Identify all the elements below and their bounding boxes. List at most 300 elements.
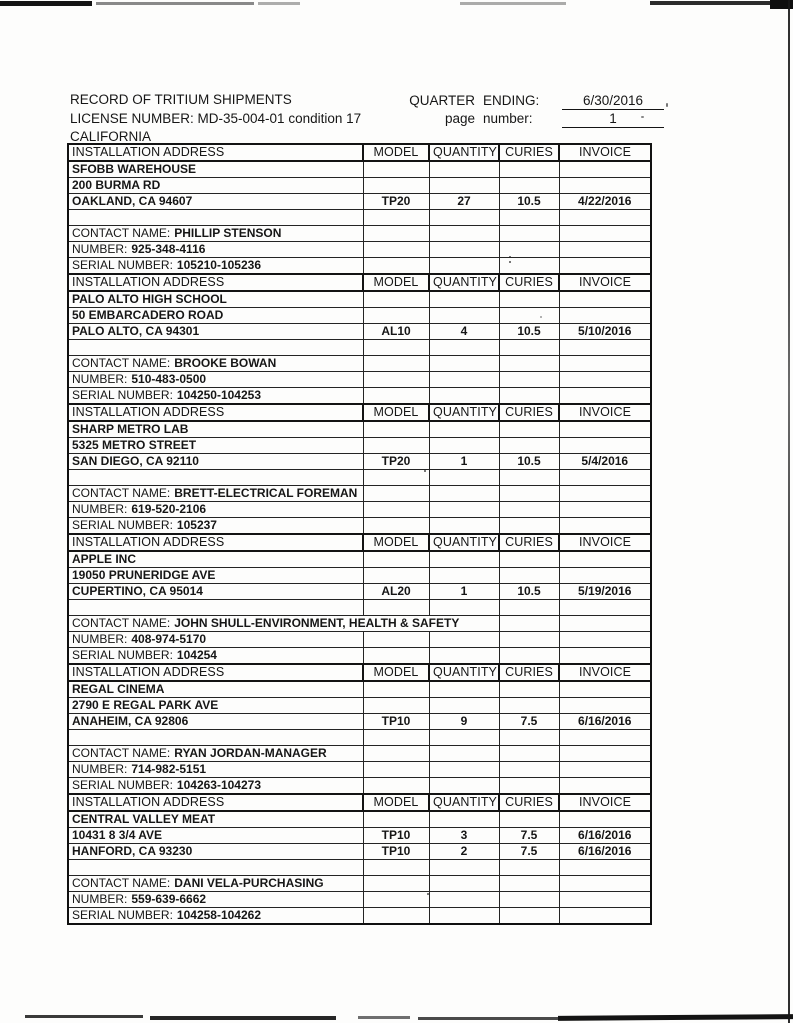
- empty-cell: [429, 746, 499, 762]
- quantity-cell: 27: [429, 194, 499, 210]
- model-cell: [363, 811, 429, 828]
- column-header-invoice: INVOICE: [559, 534, 651, 551]
- contact-number: [68, 632, 363, 648]
- empty-cell: [429, 486, 499, 502]
- quarter-ending-label-word2: ENDING:: [483, 93, 540, 108]
- contact-number-label: NUMBER:: [72, 632, 128, 646]
- quantity-cell: [429, 568, 499, 584]
- empty-cell: [363, 632, 429, 648]
- scan-artifact-top: [460, 2, 566, 5]
- empty-cell: [499, 356, 559, 372]
- serial-number-label: SERIAL NUMBER:: [72, 648, 173, 662]
- column-header-curies: CURIES: [499, 664, 559, 681]
- column-header-invoice: INVOICE: [559, 274, 651, 291]
- contact-name-row: [68, 226, 651, 242]
- invoice-cell: [559, 698, 651, 714]
- empty-cell: [429, 388, 499, 405]
- contact-number-label: NUMBER:: [72, 762, 128, 776]
- empty-cell: [559, 730, 651, 746]
- empty-cell: [429, 762, 499, 778]
- model-cell: TP10: [363, 714, 429, 730]
- table-header-row: [68, 144, 651, 161]
- empty-cell: [559, 258, 651, 275]
- column-header-invoice: INVOICE: [559, 144, 651, 161]
- table-header-row: [68, 274, 651, 291]
- empty-cell: [499, 210, 559, 226]
- empty-cell: [429, 518, 499, 535]
- curies-cell: 10.5: [499, 584, 559, 600]
- contact-number: [68, 242, 363, 258]
- address-cell: SAN DIEGO, CA 92110: [68, 454, 363, 470]
- empty-cell: [363, 600, 429, 616]
- model-cell: [363, 308, 429, 324]
- model-cell: [363, 438, 429, 454]
- empty-cell: [363, 258, 429, 275]
- column-header-installation-address: INSTALLATION ADDRESS: [68, 794, 363, 811]
- invoice-cell: [559, 178, 651, 194]
- contact-name-label: CONTACT NAME:: [72, 746, 171, 760]
- address-row: [68, 584, 651, 600]
- empty-cell: [429, 372, 499, 388]
- column-header-invoice: INVOICE: [559, 404, 651, 421]
- empty-cell: [499, 876, 559, 892]
- column-header-invoice: INVOICE: [559, 664, 651, 681]
- contact-name-label: CONTACT NAME:: [72, 486, 171, 500]
- invoice-cell: [559, 161, 651, 178]
- contact-name: [68, 486, 363, 502]
- address-row: [68, 291, 651, 308]
- model-cell: [363, 568, 429, 584]
- quantity-cell: 1: [429, 454, 499, 470]
- curies-cell: [499, 291, 559, 308]
- empty-cell: [363, 356, 429, 372]
- empty-cell: [363, 908, 429, 925]
- curies-cell: [499, 681, 559, 698]
- spacer-row: [68, 860, 651, 876]
- column-header-curies: CURIES: [499, 404, 559, 421]
- contact-name: [68, 616, 499, 632]
- empty-cell: [363, 470, 429, 486]
- contact-number-value: 559-639-6662: [131, 892, 207, 906]
- address-row: [68, 844, 651, 860]
- address-row: [68, 551, 651, 568]
- contact-number-row: [68, 632, 651, 648]
- column-header-model: MODEL: [363, 794, 429, 811]
- address-cell: 5325 METRO STREET: [68, 438, 363, 454]
- address-cell: 10431 8 3/4 AVE: [68, 828, 363, 844]
- empty-cell: [363, 648, 429, 665]
- empty-cell: [499, 892, 559, 908]
- empty-cell: [363, 486, 429, 502]
- empty-cell: [499, 648, 559, 665]
- empty-cell: [429, 502, 499, 518]
- address-row: [68, 828, 651, 844]
- scan-artifact-top: [258, 2, 300, 5]
- model-cell: [363, 681, 429, 698]
- empty-cell: [559, 648, 651, 665]
- empty-cell: [499, 372, 559, 388]
- table-header-row: [68, 534, 651, 551]
- spacer-row: [68, 340, 651, 356]
- serial-number-row: [68, 648, 651, 665]
- empty-cell: [559, 340, 651, 356]
- column-header-quantity: QUANTITY: [429, 534, 499, 551]
- empty-cell: [429, 356, 499, 372]
- serial-number-label: SERIAL NUMBER:: [72, 778, 173, 792]
- serial-number-value: 105237: [176, 518, 217, 532]
- scan-artifact-top: [770, 0, 793, 9]
- empty-cell: [499, 470, 559, 486]
- contact-number-value: 619-520-2106: [131, 502, 207, 516]
- column-header-curies: CURIES: [499, 274, 559, 291]
- empty-cell: [499, 762, 559, 778]
- column-header-quantity: QUANTITY: [429, 794, 499, 811]
- serial-number: [68, 778, 363, 795]
- quarter-ending-value: 6/30/2016: [562, 93, 664, 110]
- contact-number-row: [68, 892, 651, 908]
- empty-cell: [499, 860, 559, 876]
- contact-name-value: BRETT-ELECTRICAL FOREMAN: [174, 486, 358, 500]
- empty-cell: [499, 340, 559, 356]
- model-cell: [363, 178, 429, 194]
- column-header-quantity: QUANTITY: [429, 404, 499, 421]
- quantity-cell: [429, 178, 499, 194]
- address-cell: PALO ALTO HIGH SCHOOL: [68, 291, 363, 308]
- empty-cell: [363, 892, 429, 908]
- spacer-row: [68, 600, 651, 616]
- contact-name-value: DANI VELA-PURCHASING: [174, 876, 324, 890]
- contact-number-value: 714-982-5151: [131, 762, 207, 776]
- contact-name: [68, 876, 363, 892]
- empty-cell: [559, 860, 651, 876]
- contact-name-row: [68, 356, 651, 372]
- model-cell: [363, 291, 429, 308]
- page-number-label-word1: page: [444, 111, 475, 126]
- column-header-curies: CURIES: [499, 794, 559, 811]
- curies-cell: [499, 698, 559, 714]
- empty-cell: [559, 518, 651, 535]
- curies-cell: [499, 568, 559, 584]
- quantity-cell: [429, 161, 499, 178]
- table-header-row: [68, 664, 651, 681]
- address-cell: PALO ALTO, CA 94301: [68, 324, 363, 340]
- serial-number: [68, 648, 363, 665]
- column-header-model: MODEL: [363, 664, 429, 681]
- serial-number-value: 105210-105236: [176, 258, 262, 272]
- contact-name-value: JOHN SHULL-ENVIRONMENT, HEALTH & SAFETY: [174, 616, 460, 630]
- empty-cell: [429, 226, 499, 242]
- empty-cell: [499, 486, 559, 502]
- column-header-installation-address: INSTALLATION ADDRESS: [68, 144, 363, 161]
- address-cell: OAKLAND, CA 94607: [68, 194, 363, 210]
- empty-cell: [559, 210, 651, 226]
- column-header-quantity: QUANTITY: [429, 664, 499, 681]
- empty-cell: [559, 616, 651, 632]
- contact-number-row: [68, 762, 651, 778]
- empty-cell: [363, 210, 429, 226]
- serial-number-row: [68, 778, 651, 795]
- address-row: [68, 568, 651, 584]
- empty-cell: [499, 746, 559, 762]
- empty-cell: [363, 372, 429, 388]
- empty-cell: [559, 762, 651, 778]
- empty-cell: [559, 470, 651, 486]
- curies-cell: [499, 161, 559, 178]
- serial-number: [68, 388, 363, 405]
- model-cell: AL20: [363, 584, 429, 600]
- invoice-cell: 5/4/2016: [559, 454, 651, 470]
- table-header-row: [68, 794, 651, 811]
- empty-cell: [499, 908, 559, 925]
- contact-name: [68, 746, 363, 762]
- shipments-table: [67, 143, 652, 925]
- empty-cell: [559, 388, 651, 405]
- empty-cell: [363, 388, 429, 405]
- contact-name-value: PHILLIP STENSON: [174, 226, 282, 240]
- column-header-quantity: QUANTITY: [429, 274, 499, 291]
- column-header-curies: CURIES: [499, 534, 559, 551]
- empty-cell: [68, 730, 363, 746]
- contact-name-label: CONTACT NAME:: [72, 876, 171, 890]
- scan-artifact-top: [96, 2, 254, 5]
- quantity-cell: [429, 681, 499, 698]
- quantity-cell: 3: [429, 828, 499, 844]
- column-header-model: MODEL: [363, 144, 429, 161]
- empty-cell: [559, 632, 651, 648]
- column-header-installation-address: INSTALLATION ADDRESS: [68, 404, 363, 421]
- empty-cell: [68, 340, 363, 356]
- empty-cell: [429, 600, 499, 616]
- contact-name-label: CONTACT NAME:: [72, 616, 171, 630]
- contact-number-value: 510-483-0500: [131, 372, 207, 386]
- page-number-label-word2: number:: [483, 111, 533, 126]
- empty-cell: [68, 600, 363, 616]
- invoice-cell: [559, 438, 651, 454]
- serial-number: [68, 258, 363, 275]
- contact-number-value: 925-348-4116: [131, 242, 206, 256]
- state-label: CALIFORNIA: [70, 129, 152, 145]
- document-header: [70, 91, 361, 147]
- contact-name-value: BROOKE BOWAN: [174, 356, 277, 370]
- empty-cell: [429, 470, 499, 486]
- serial-number: [68, 518, 363, 535]
- quantity-cell: [429, 421, 499, 438]
- contact-name-value: RYAN JORDAN-MANAGER: [174, 746, 327, 760]
- serial-number-label: SERIAL NUMBER:: [72, 388, 173, 402]
- empty-cell: [559, 600, 651, 616]
- contact-number-label: NUMBER:: [72, 242, 128, 256]
- scan-artifact-bottom: [358, 1016, 410, 1019]
- address-cell: SFOBB WAREHOUSE: [68, 161, 363, 178]
- empty-cell: [363, 876, 429, 892]
- quantity-cell: [429, 291, 499, 308]
- empty-cell: [499, 388, 559, 405]
- curies-cell: [499, 178, 559, 194]
- spacer-row: [68, 470, 651, 486]
- address-row: [68, 698, 651, 714]
- empty-cell: [363, 746, 429, 762]
- empty-cell: [429, 778, 499, 795]
- curies-cell: [499, 438, 559, 454]
- curies-cell: 7.5: [499, 844, 559, 860]
- scan-artifact-top: [0, 1, 92, 6]
- address-cell: 50 EMBARCADERO ROAD: [68, 308, 363, 324]
- empty-cell: [429, 210, 499, 226]
- model-cell: AL10: [363, 324, 429, 340]
- scan-artifact-bottom: [558, 1014, 793, 1021]
- invoice-cell: 6/16/2016: [559, 844, 651, 860]
- invoice-cell: [559, 551, 651, 568]
- empty-cell: [559, 746, 651, 762]
- contact-name-row: [68, 486, 651, 502]
- contact-number-value: 408-974-5170: [131, 632, 207, 646]
- scan-artifact-page-edge: [788, 0, 790, 1023]
- model-cell: [363, 698, 429, 714]
- curies-cell: 10.5: [499, 194, 559, 210]
- contact-name-row: [68, 616, 651, 632]
- page-number-value: 1: [562, 111, 664, 128]
- scan-artifact-bottom: [25, 1015, 143, 1018]
- spacer-row: [68, 210, 651, 226]
- empty-cell: [363, 860, 429, 876]
- empty-cell: [363, 778, 429, 795]
- scan-artifact-bottom: [418, 1017, 560, 1020]
- empty-cell: [429, 876, 499, 892]
- spacer-row: [68, 730, 651, 746]
- address-row: [68, 194, 651, 210]
- address-row: [68, 438, 651, 454]
- quantity-cell: 9: [429, 714, 499, 730]
- model-cell: TP10: [363, 844, 429, 860]
- address-cell: ANAHEIM, CA 92806: [68, 714, 363, 730]
- curies-cell: 7.5: [499, 714, 559, 730]
- model-cell: TP20: [363, 454, 429, 470]
- empty-cell: [559, 372, 651, 388]
- model-cell: TP20: [363, 194, 429, 210]
- address-cell: CENTRAL VALLEY MEAT: [68, 811, 363, 828]
- invoice-cell: [559, 421, 651, 438]
- empty-cell: [363, 518, 429, 535]
- serial-number-row: [68, 388, 651, 405]
- empty-cell: [559, 242, 651, 258]
- serial-number-row: [68, 258, 651, 275]
- column-header-installation-address: INSTALLATION ADDRESS: [68, 534, 363, 551]
- address-row: [68, 308, 651, 324]
- invoice-cell: [559, 568, 651, 584]
- quantity-cell: 2: [429, 844, 499, 860]
- column-header-installation-address: INSTALLATION ADDRESS: [68, 274, 363, 291]
- contact-number-label: NUMBER:: [72, 372, 128, 386]
- address-cell: SHARP METRO LAB: [68, 421, 363, 438]
- quarter-ending-label-word1: QUARTER: [409, 93, 475, 108]
- curies-cell: [499, 421, 559, 438]
- empty-cell: [68, 470, 363, 486]
- serial-number-value: 104254: [176, 648, 217, 662]
- address-row: [68, 811, 651, 828]
- address-row: [68, 421, 651, 438]
- quantity-cell: 1: [429, 584, 499, 600]
- address-cell: 200 BURMA RD: [68, 178, 363, 194]
- document-title: RECORD OF TRITIUM SHIPMENTS: [70, 92, 292, 107]
- address-cell: CUPERTINO, CA 95014: [68, 584, 363, 600]
- address-cell: 19050 PRUNERIDGE AVE: [68, 568, 363, 584]
- empty-cell: [429, 648, 499, 665]
- scan-speck: [666, 103, 668, 107]
- empty-cell: [68, 210, 363, 226]
- empty-cell: [499, 226, 559, 242]
- empty-cell: [363, 762, 429, 778]
- serial-number-value: 104250-104253: [176, 388, 262, 402]
- serial-number-value: 104258-104262: [176, 908, 262, 922]
- address-cell: HANFORD, CA 93230: [68, 844, 363, 860]
- address-row: [68, 178, 651, 194]
- quantity-cell: [429, 698, 499, 714]
- serial-number-value: 104263-104273: [176, 778, 262, 792]
- model-cell: [363, 551, 429, 568]
- address-row: [68, 454, 651, 470]
- invoice-cell: 5/19/2016: [559, 584, 651, 600]
- empty-cell: [499, 502, 559, 518]
- address-row: [68, 681, 651, 698]
- empty-cell: [499, 730, 559, 746]
- empty-cell: [429, 730, 499, 746]
- empty-cell: [559, 778, 651, 795]
- empty-cell: [499, 242, 559, 258]
- empty-cell: [429, 632, 499, 648]
- column-header-model: MODEL: [363, 404, 429, 421]
- empty-cell: [559, 502, 651, 518]
- contact-number: [68, 372, 363, 388]
- empty-cell: [429, 892, 499, 908]
- invoice-cell: 6/16/2016: [559, 828, 651, 844]
- empty-cell: [559, 356, 651, 372]
- curies-cell: 10.5: [499, 454, 559, 470]
- empty-cell: [499, 778, 559, 795]
- empty-cell: [363, 730, 429, 746]
- invoice-cell: [559, 681, 651, 698]
- quantity-cell: [429, 811, 499, 828]
- empty-cell: [363, 242, 429, 258]
- address-cell: REGAL CINEMA: [68, 681, 363, 698]
- table-header-row: [68, 404, 651, 421]
- invoice-cell: 6/16/2016: [559, 714, 651, 730]
- serial-number-label: SERIAL NUMBER:: [72, 518, 173, 532]
- serial-number-row: [68, 908, 651, 925]
- curies-cell: [499, 308, 559, 324]
- address-cell: APPLE INC: [68, 551, 363, 568]
- serial-number: [68, 908, 363, 925]
- address-row: [68, 714, 651, 730]
- empty-cell: [429, 340, 499, 356]
- column-header-installation-address: INSTALLATION ADDRESS: [68, 664, 363, 681]
- column-header-model: MODEL: [363, 274, 429, 291]
- contact-name-row: [68, 746, 651, 762]
- model-cell: TP10: [363, 828, 429, 844]
- empty-cell: [68, 860, 363, 876]
- quantity-cell: [429, 551, 499, 568]
- empty-cell: [559, 226, 651, 242]
- serial-number-row: [68, 518, 651, 535]
- empty-cell: [499, 258, 559, 275]
- scan-artifact-bottom: [150, 1016, 336, 1020]
- contact-name: [68, 356, 363, 372]
- empty-cell: [499, 600, 559, 616]
- empty-cell: [559, 876, 651, 892]
- column-header-invoice: INVOICE: [559, 794, 651, 811]
- empty-cell: [429, 242, 499, 258]
- quantity-cell: 4: [429, 324, 499, 340]
- column-header-quantity: QUANTITY: [429, 144, 499, 161]
